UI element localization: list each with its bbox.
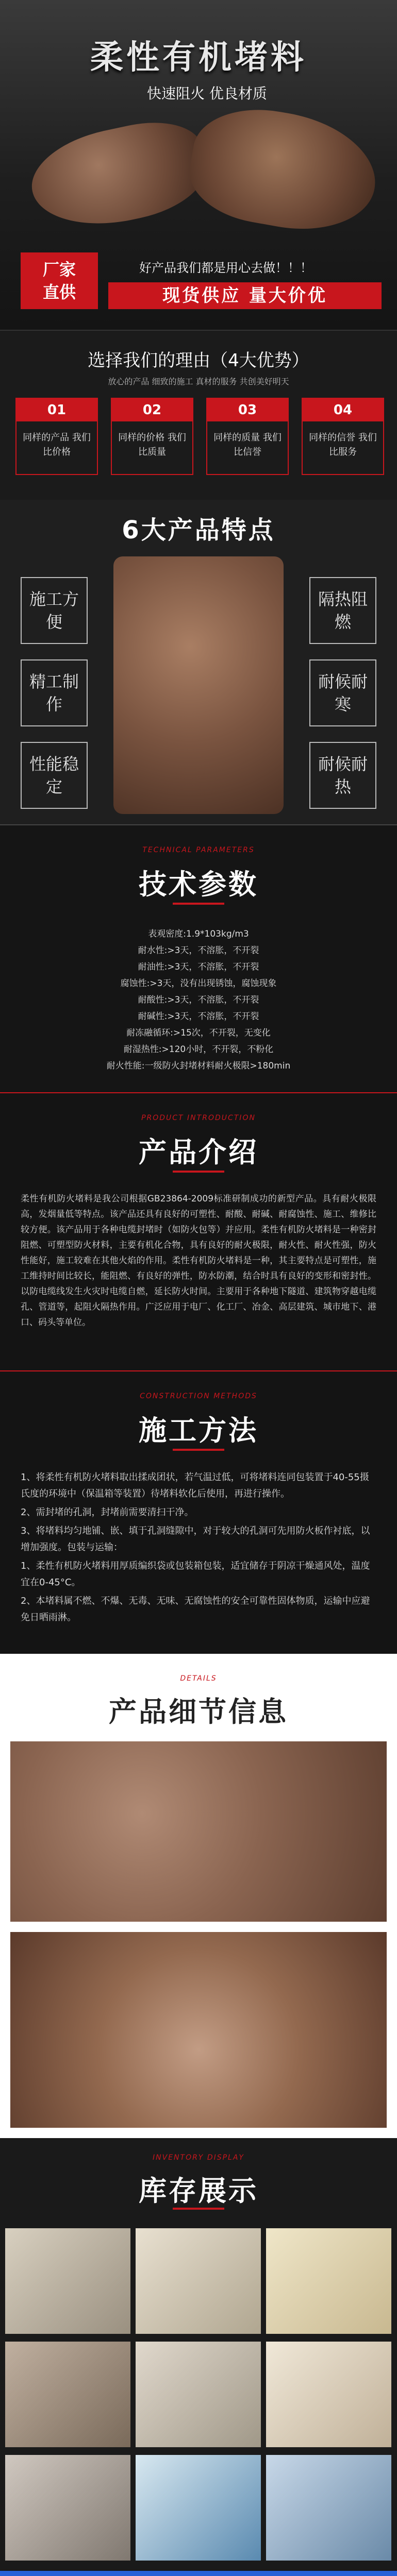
hero-banner: 现货供应 量大价优 bbox=[108, 282, 382, 309]
advantage-card bbox=[302, 398, 384, 475]
tech-line: 耐火性能:一级防火封堵材料耐火极限>180min bbox=[106, 1061, 291, 1071]
construction-title-en: CONSTRUCTION METHODS bbox=[140, 1392, 257, 1400]
feature-box: 隔热阻燃 bbox=[309, 577, 376, 644]
inventory-photo bbox=[5, 2342, 130, 2447]
inventory-photo bbox=[266, 2455, 391, 2561]
advantage-number: 01 bbox=[16, 399, 97, 421]
hero-title: 柔性有机堵料 bbox=[90, 39, 307, 77]
title-underline bbox=[173, 1449, 224, 1451]
details-title: 产品细节信息 bbox=[109, 1696, 288, 1728]
features-title: 6大产品特点 bbox=[122, 516, 275, 545]
hero-section bbox=[0, 0, 397, 330]
hero-slogan: 好产品我们都是用心去做！！！ bbox=[139, 261, 312, 275]
intro-section bbox=[0, 1092, 397, 1370]
inventory-section bbox=[0, 2138, 397, 2571]
intro-title-en: PRODUCT INTRODUCTION bbox=[141, 1114, 256, 1122]
tech-title: 技术参数 bbox=[139, 868, 258, 901]
construction-section bbox=[0, 1370, 397, 1654]
details-title-en: DETAILS bbox=[180, 1674, 217, 1683]
feature-box: 耐候耐寒 bbox=[309, 659, 376, 726]
construction-title: 施工方法 bbox=[139, 1414, 258, 1447]
factory-section bbox=[0, 2571, 397, 2576]
feature-box: 精工制作 bbox=[21, 659, 88, 726]
construction-step: 3、将堵料均匀地铺、嵌、填于孔洞缝隙中，对于较大的孔洞可先用防火板作衬底，以增加强度。包装与运输： bbox=[21, 1526, 370, 1553]
construction-step: 1、柔性有机防火堵料用厚质编织袋或包装箱包装，适宜储存于阴凉干燥通风处，温度宜在0-45°C。 bbox=[21, 1561, 370, 1588]
title-underline bbox=[173, 1171, 224, 1173]
tech-line: 耐水性:>3天，不溶胀，不开裂 bbox=[138, 945, 259, 956]
tech-line: 耐酸性:>3天，不溶胀，不开裂 bbox=[138, 995, 259, 1005]
title-underline bbox=[173, 903, 224, 905]
feature-box: 耐候耐热 bbox=[309, 742, 376, 809]
tech-list bbox=[0, 926, 397, 1074]
tech-line: 耐碱性:>3天，不溶胀，不开裂 bbox=[138, 1011, 259, 1022]
inventory-photo bbox=[136, 2455, 261, 2561]
product-block-image bbox=[113, 556, 284, 814]
advantage-text: 同样的信誉 我们比服务 bbox=[309, 432, 377, 457]
inventory-photo bbox=[136, 2342, 261, 2447]
inventory-photo bbox=[136, 2228, 261, 2334]
advantage-text: 同样的产品 我们比价格 bbox=[23, 432, 91, 457]
inventory-photo bbox=[266, 2342, 391, 2447]
tech-line: 耐湿热性:>120小时，不开裂，不粉化 bbox=[123, 1044, 274, 1055]
tech-line: 表观密度:1.9*103kg/m3 bbox=[148, 929, 249, 939]
advantages-section bbox=[0, 330, 397, 500]
factory-direct-badge bbox=[21, 252, 98, 309]
title-underline bbox=[173, 2208, 224, 2210]
factory-badge-line1: 厂家 bbox=[42, 260, 76, 279]
tech-title-en: TECHNICAL PARAMETERS bbox=[142, 846, 255, 854]
intro-title: 产品介绍 bbox=[139, 1136, 258, 1168]
construction-steps bbox=[21, 1469, 376, 1628]
advantage-text: 同样的价格 我们比质量 bbox=[118, 432, 186, 457]
factory-badge-line2: 直供 bbox=[42, 282, 76, 302]
inventory-title: 库存展示 bbox=[139, 2175, 258, 2207]
tech-line: 腐蚀性:>3天，没有出现锈蚀，腐蚀现象 bbox=[120, 978, 277, 989]
advantages-subtitle: 放心的产品 细致的施工 真材的服务 共创美好明天 bbox=[108, 377, 289, 386]
inventory-photo bbox=[266, 2228, 391, 2334]
details-section bbox=[0, 1654, 397, 2138]
advantage-number: 04 bbox=[303, 399, 383, 421]
inventory-photo bbox=[5, 2228, 130, 2334]
tech-line: 耐油性:>3天，不溶胀，不开裂 bbox=[138, 962, 259, 972]
tech-section bbox=[0, 824, 397, 1092]
construction-step: 1、将柔性有机防火堵料取出揉成团状，若气温过低，可将堵料连同包装置于40-55摄氏度的环境中（保温箱等装置）待堵料软化后使用，再进行操作。 bbox=[21, 1472, 369, 1499]
hero-subtitle: 快速阻火 优良材质 bbox=[147, 85, 267, 102]
inventory-title-en: INVENTORY DISPLAY bbox=[153, 2154, 244, 2162]
advantage-text: 同样的质量 我们比信誉 bbox=[213, 432, 282, 457]
construction-step: 2、本堵料属不燃、不爆、无毒、无味、无腐蚀性的安全可靠性固体物质，运输中应避免日晒雨淋。 bbox=[21, 1596, 370, 1623]
feature-box: 施工方便 bbox=[21, 577, 88, 644]
inventory-photo bbox=[5, 2455, 130, 2561]
intro-text: 柔性有机防火堵料是我公司根据GB23864-2009标准研制成功的新型产品。具有耐火极限高，发烟量低等特点。该产品还具有良好的可塑性、耐酸、耐碱、耐腐蚀性、施工、维修比较方便。该产品用于各种电缆封堵时（如防火包等）并应用。柔性有机防火堵料是一种密封阻燃、可塑型防火材料，主要有机化合物，具有良好的耐火极限，耐火性、耐火性强，防火性能好，施工较难在其他火焰的作用。柔性有机防火堵料是一种，其主要特点是可塑性，施工维持时间比较长，能阻燃、有良好的弹性，防水防潮，结合时具有良好的变形和密封性。以防电缆线发生火灾时电缆自燃，延长防火时间。主要用于各种地下隧道、建筑物穿越电缆孔、管道等，起阻火隔热作用。广泛应用于电厂、化工厂、冶金、高层建筑、城市地下、港口、码头等单位。 bbox=[21, 1194, 376, 1328]
features-section bbox=[0, 500, 397, 824]
construction-step: 2、需封堵的孔洞，封堵前需要清扫干净。 bbox=[21, 1507, 194, 1518]
hero-product-image bbox=[23, 112, 214, 239]
advantage-card bbox=[206, 398, 289, 475]
hero-product-image-2 bbox=[183, 98, 385, 242]
advantage-card bbox=[111, 398, 193, 475]
feature-box: 性能稳定 bbox=[21, 742, 88, 809]
detail-photo bbox=[10, 1932, 387, 2128]
detail-photo bbox=[10, 1741, 387, 1922]
advantage-card bbox=[15, 398, 98, 475]
tech-line: 耐冻融循环:>15次，不开裂，无变化 bbox=[126, 1028, 271, 1038]
advantage-number: 03 bbox=[207, 399, 288, 421]
advantages-title: 选择我们的理由（4大优势） bbox=[88, 350, 309, 371]
advantage-number: 02 bbox=[112, 399, 192, 421]
